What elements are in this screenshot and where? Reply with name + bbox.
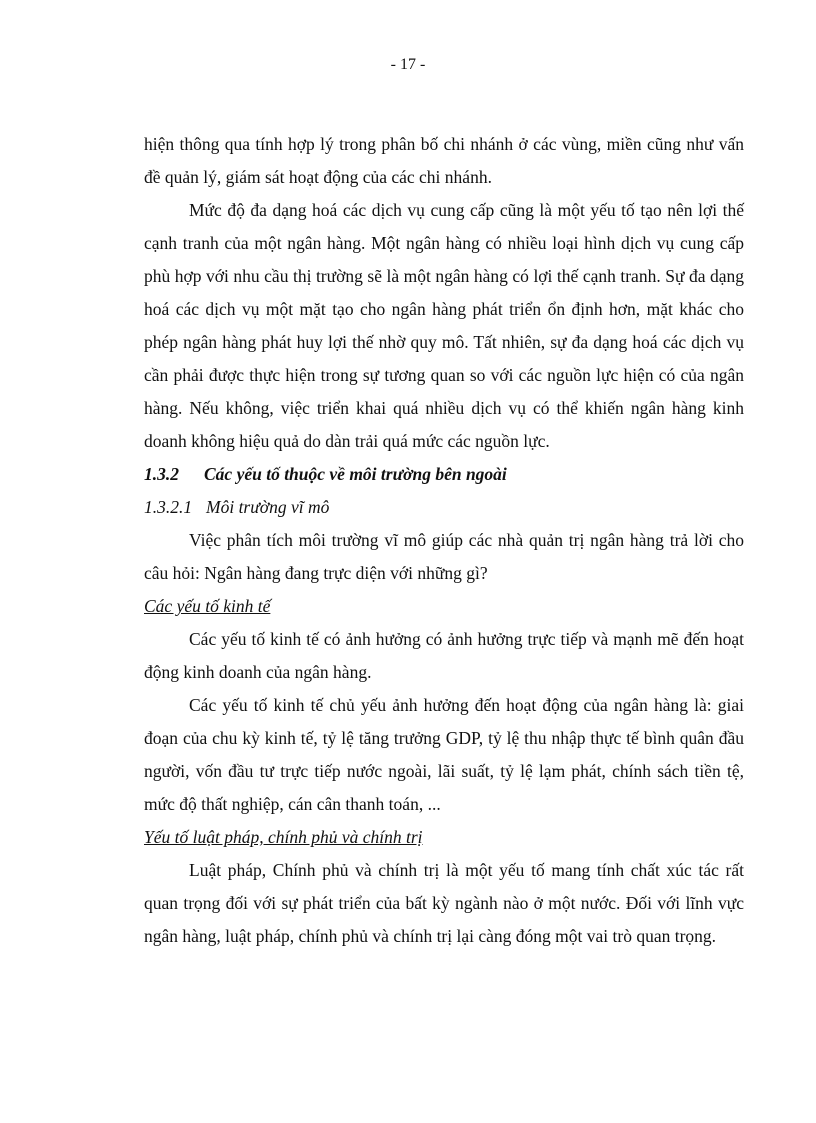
section-heading [144, 458, 744, 491]
economic-factors-heading-text: Các yếu tố kinh tế [144, 596, 271, 616]
document-body [144, 128, 744, 953]
paragraph-economic-list: Các yếu tố kinh tế chủ yếu ảnh hưởng đến hoạt động của ngân hàng là: giai đoạn của chu kỳ kinh tế, tỷ lệ tăng trưởng GDP, tỷ lệ thu nhập thực tế bình quân đầu người, vốn đầu tư trực tiếp nước ngoài, lãi suất, tỷ lệ lạm phát, chính sách tiền tệ, mức độ thất nghiệp, cán cân thanh toán, ... [144, 695, 744, 814]
legal-factors-heading-text: Yếu tố luật pháp, chính phủ và chính trị [144, 827, 423, 847]
subsection-number: 1.3.2.1 [144, 497, 193, 517]
subsection-title: Môi trường vĩ mô [206, 497, 330, 517]
legal-factors-heading [144, 821, 744, 854]
paragraph-legal-political: Luật pháp, Chính phủ và chính trị là một yếu tố mang tính chất xúc tác rất quan trọng đối với sự phát triển của bất kỳ ngành nào ở một nước. Đối với lĩnh vực ngân hàng, luật pháp, chính phủ và chính trị lại càng đóng một vai trò quan trọng. [144, 860, 744, 946]
paragraph-service-diversification: Mức độ đa dạng hoá các dịch vụ cung cấp cũng là một yếu tố tạo nên lợi thế cạnh tranh của một ngân hàng. Một ngân hàng có nhiều loại hình dịch vụ cung cấp phù hợp với nhu cầu thị trường sẽ là một ngân hàng có lợi thế cạnh tranh. Sự đa dạng hoá các dịch vụ một mặt tạo cho ngân hàng phát triển ổn định hơn, mặt khác cho phép ngân hàng phát huy lợi thế nhờ quy mô. Tất nhiên, sự đa dạng hoá các dịch vụ cần phải được thực hiện trong sự tương quan so với các nguồn lực hiện có của ngân hàng. Nếu không, việc triển khai quá nhiều dịch vụ có thể khiến ngân hàng kinh doanh không hiệu quả do dàn trải quá mức các nguồn lực. [144, 200, 744, 451]
section-number: 1.3.2 [144, 464, 179, 484]
subsection-heading [144, 491, 744, 524]
page-number: - 17 - [390, 56, 426, 73]
economic-factors-heading [144, 590, 744, 623]
paragraph-economic-impact: Các yếu tố kinh tế có ảnh hưởng có ảnh hưởng trực tiếp và mạnh mẽ đến hoạt động kinh doanh của ngân hàng. [144, 629, 744, 682]
paragraph-branch-distribution: hiện thông qua tính hợp lý trong phân bố chi nhánh ở các vùng, miền cũng như vấn đề quản lý, giám sát hoạt động của các chi nhánh. [144, 134, 744, 187]
paragraph-macro-analysis: Việc phân tích môi trường vĩ mô giúp các nhà quản trị ngân hàng trả lời cho câu hỏi: Ngân hàng đang trực diện với những gì? [144, 530, 744, 583]
section-title: Các yếu tố thuộc về môi trường bên ngoài [204, 464, 507, 484]
